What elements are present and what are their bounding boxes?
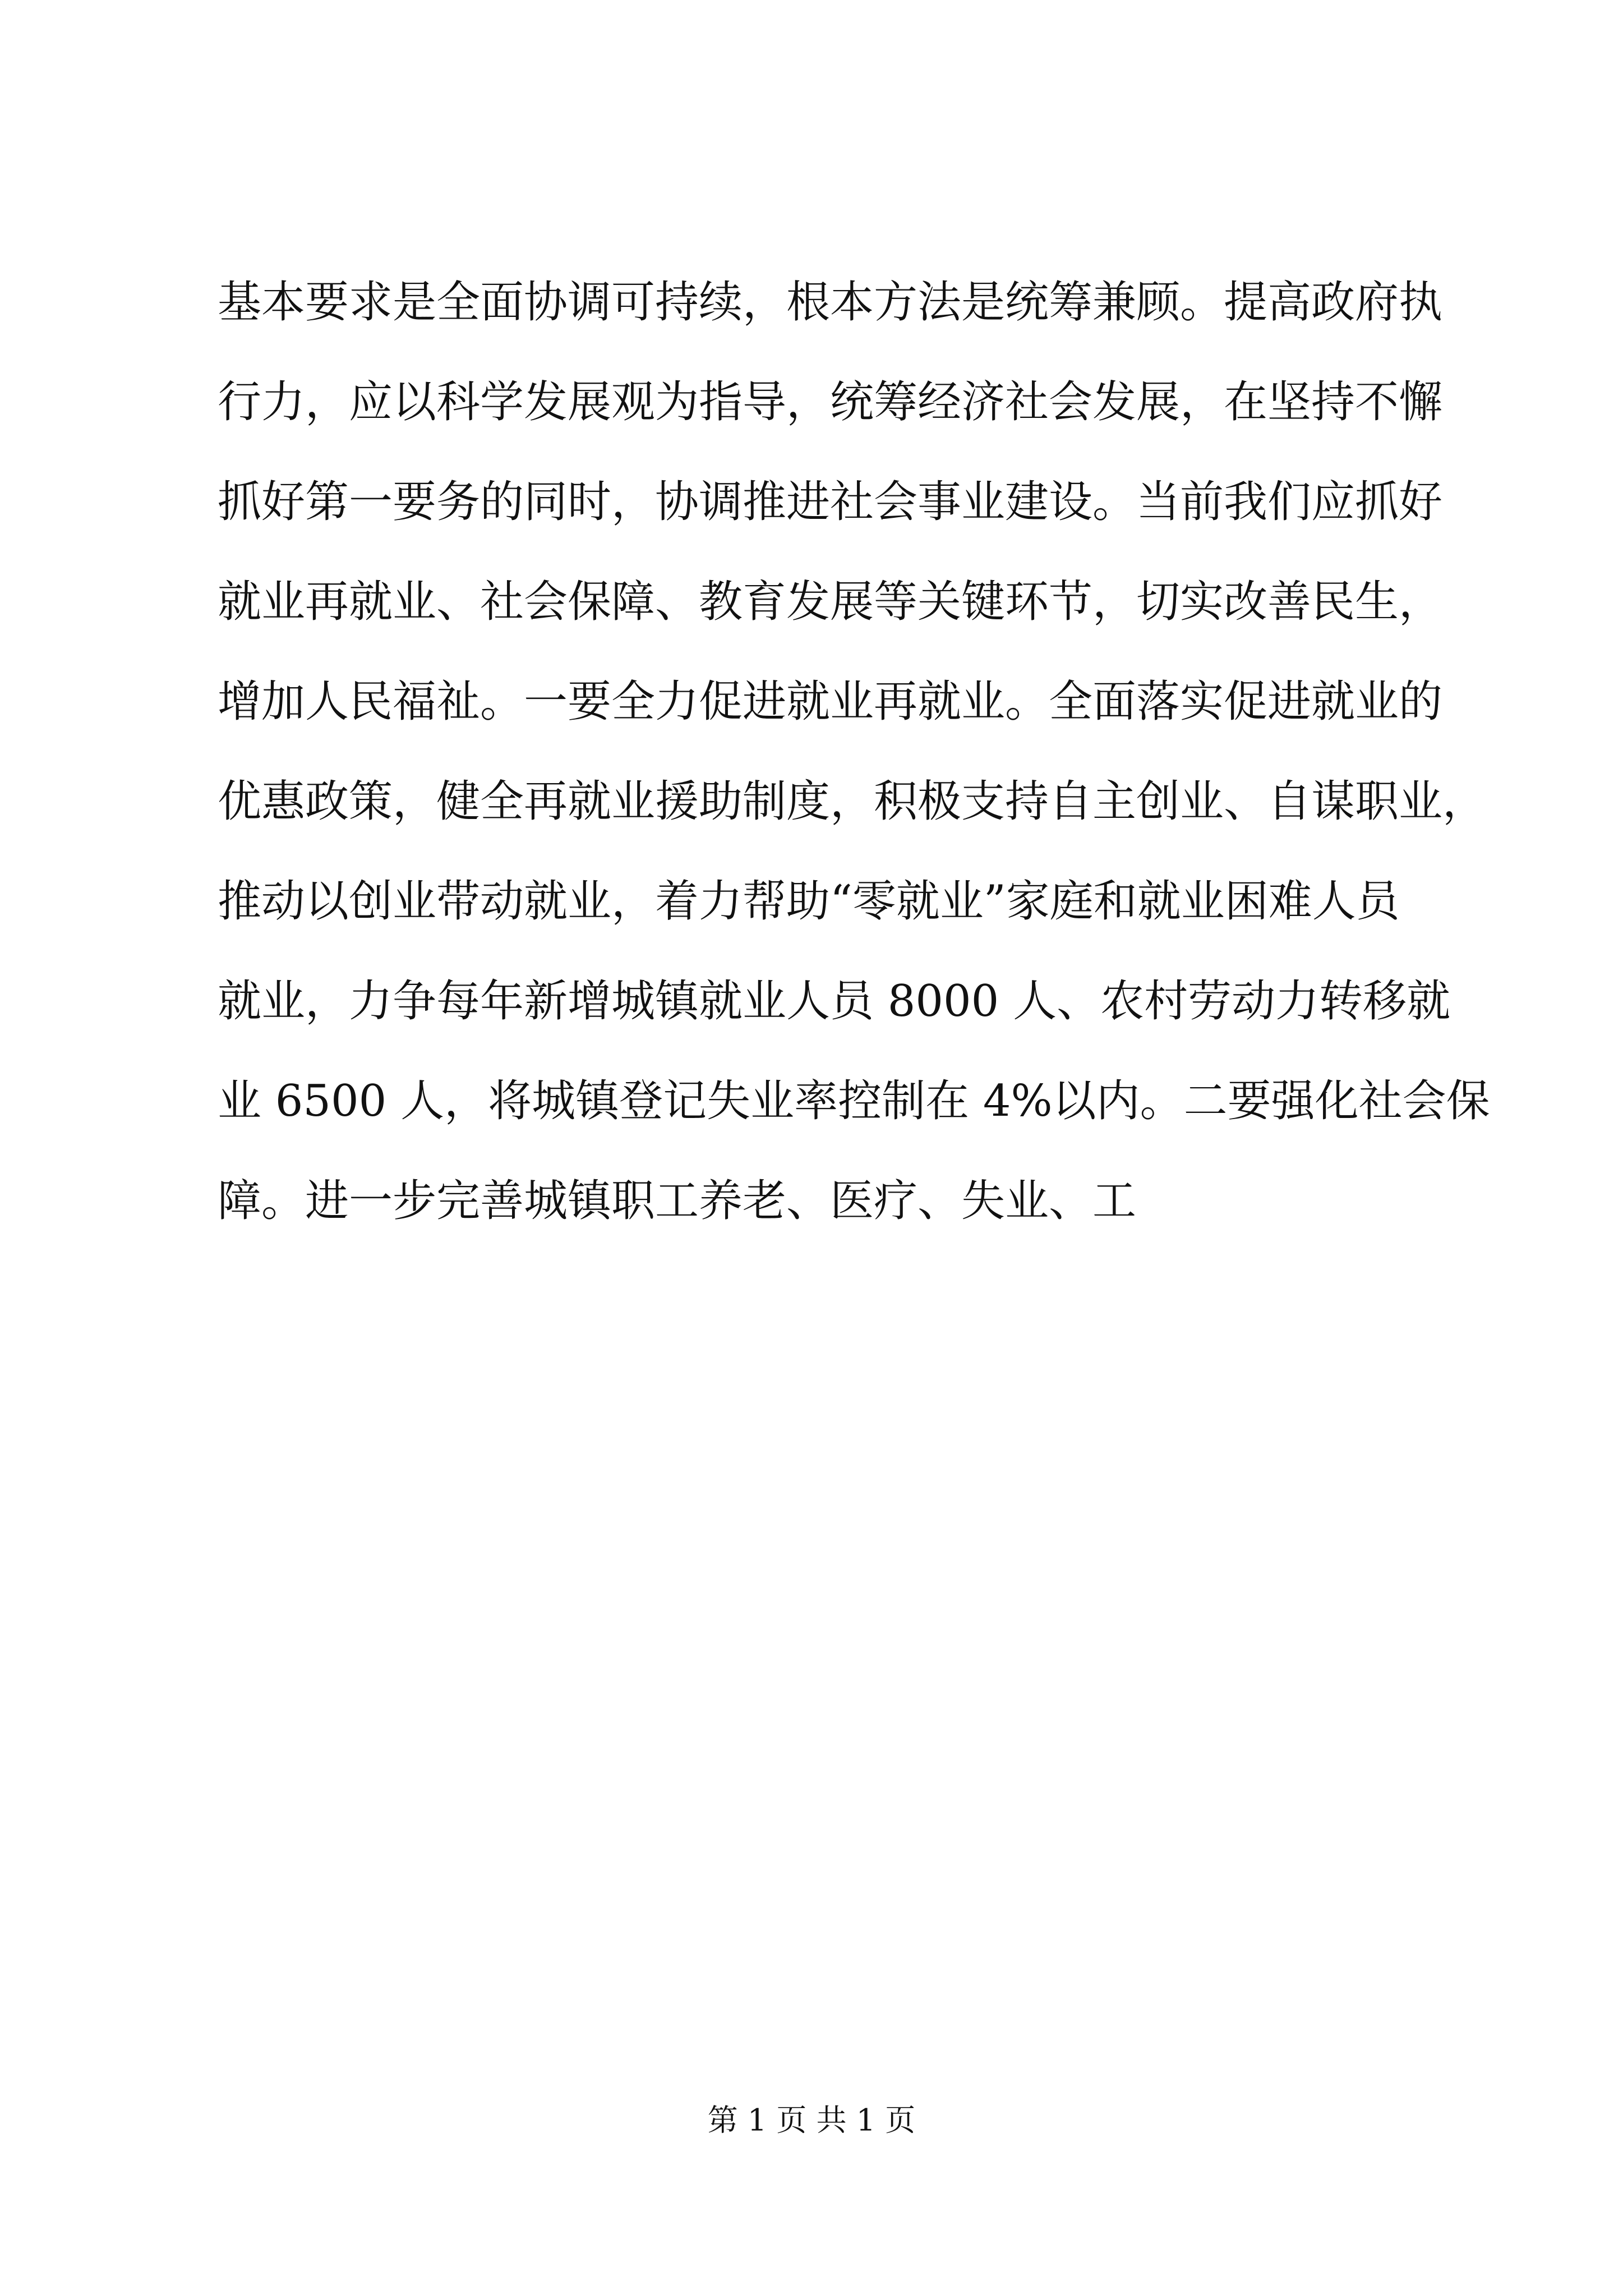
text-line-9: 业 6500 人，将城镇登记失业率控制在 4%以内。二要强化社会保: [218, 1076, 1490, 1126]
text-line-8: 就业，力争每年新增城镇就业人员 8000 人、农村劳动力转移就: [218, 976, 1451, 1027]
body-paragraph: [218, 252, 1490, 1251]
text-line-6: 优惠政策，健全再就业援助制度，积极支持自主创业、自谋职业，: [218, 776, 1487, 827]
text-line-3: 抓好第一要务的同时，协调推进社会事业建设。当前我们应抓好: [218, 477, 1443, 527]
text-line-2: 行力，应以科学发展观为指导，统筹经济社会发展，在坚持不懈: [218, 377, 1443, 427]
text-line-10: 障。进一步完善城镇职工养老、医疗、失业、工: [218, 1176, 1137, 1226]
page-footer: [0, 2098, 1623, 2143]
page-number-label: 第 1 页 共 1 页: [707, 2102, 916, 2138]
text-line-7: 推动以创业带动就业，着力帮助“零就业”家庭和就业困难人员: [218, 876, 1400, 927]
text-line-5: 增加人民福祉。一要全力促进就业再就业。全面落实促进就业的: [218, 677, 1443, 727]
text-line-4: 就业再就业、社会保障、教育发展等关键环节，切实改善民生，: [218, 577, 1443, 627]
text-line-1: 基本要求是全面协调可持续，根本方法是统筹兼顾。提高政府执: [218, 277, 1443, 328]
